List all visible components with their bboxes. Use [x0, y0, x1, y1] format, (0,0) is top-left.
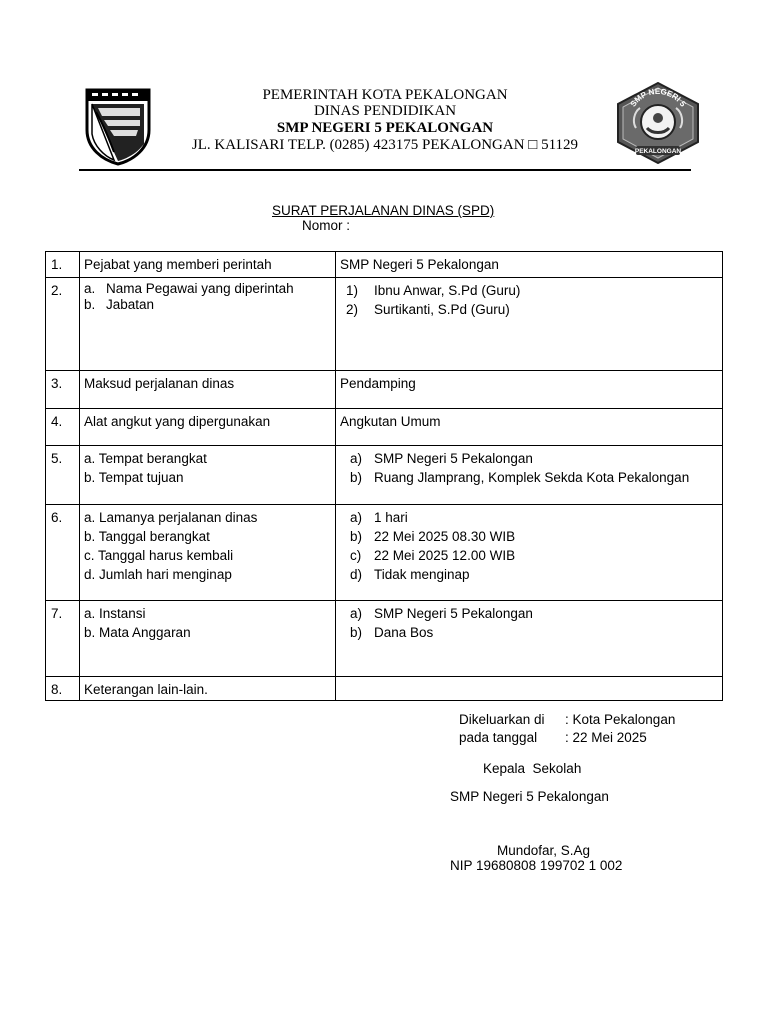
label-line: c. Tanggal harus kembali — [84, 548, 234, 563]
row-value — [336, 446, 723, 505]
row-label — [80, 278, 336, 371]
row-value: Angkutan Umum — [336, 409, 723, 446]
table-row — [46, 252, 723, 278]
row-label — [80, 601, 336, 677]
signatory-school: SMP Negeri 5 Pekalongan — [450, 789, 609, 804]
list-text: Ruang Jlamprang, Komplek Sekda Kota Pekalongan — [374, 470, 690, 485]
label-line: a. Instansi — [84, 606, 146, 621]
row-label: Keterangan lain-lain. — [80, 677, 336, 701]
spd-table — [45, 251, 723, 701]
list-marker: b. — [84, 297, 96, 312]
row-number: 5. — [46, 446, 80, 505]
table-row — [46, 677, 723, 701]
list-marker: a) — [350, 451, 363, 466]
row-value — [336, 505, 723, 601]
list-marker: b) — [350, 470, 363, 485]
list-text: 22 Mei 2025 12.00 WIB — [374, 548, 516, 563]
label-line: a. Tempat berangkat — [84, 451, 207, 466]
row-number: 7. — [46, 601, 80, 677]
row-number: 1. — [46, 252, 80, 278]
table-row — [46, 278, 723, 371]
row-label: Maksud perjalanan dinas — [80, 371, 336, 409]
city-crest-icon — [84, 86, 152, 166]
list-marker: 1) — [346, 283, 359, 298]
table-row — [46, 505, 723, 601]
list-item — [340, 604, 718, 623]
list-item — [340, 527, 718, 546]
row-number: 3. — [46, 371, 80, 409]
list-item — [340, 300, 718, 319]
letterhead-address: JL. KALISARI TELP. (0285) 423175 PEKALONGAN □ 51129 — [191, 137, 579, 153]
list-text: Tidak menginap — [374, 567, 470, 582]
issued-date-label: pada tanggal — [459, 730, 538, 745]
row-value — [336, 677, 723, 701]
list-item — [340, 449, 718, 468]
list-text: 22 Mei 2025 08.30 WIB — [374, 529, 516, 544]
table-row — [46, 446, 723, 505]
issued-place-value: : Kota Pekalongan — [565, 712, 676, 727]
list-marker: d) — [350, 567, 363, 582]
row-number: 4. — [46, 409, 80, 446]
document-number: Nomor : — [302, 218, 351, 233]
row-label: Alat angkut yang dipergunakan — [80, 409, 336, 446]
list-text: 1 hari — [374, 510, 408, 525]
emblem-bottom-text: PEKALONGAN — [634, 148, 682, 155]
table-row — [46, 371, 723, 409]
signatory-nip: NIP 19680808 199702 1 002 — [450, 858, 623, 873]
list-marker: 2) — [346, 302, 359, 317]
emblem-top-text: SMP NEGERI 5 — [628, 86, 688, 109]
issued-place-label: Dikeluarkan di — [459, 712, 545, 727]
row-value: Pendamping — [336, 371, 723, 409]
row-number: 8. — [46, 677, 80, 701]
label-line: d. Jumlah hari menginap — [84, 567, 232, 582]
letterhead-department: DINAS PENDIDIKAN — [313, 103, 457, 119]
row-value — [336, 601, 723, 677]
label-line: a. Lamanya perjalanan dinas — [84, 510, 258, 525]
row-value: SMP Negeri 5 Pekalongan — [336, 252, 723, 278]
list-item — [84, 281, 331, 297]
table-row — [46, 409, 723, 446]
signatory-position: Kepala Sekolah — [483, 761, 582, 776]
list-item — [340, 281, 718, 300]
row-number: 2. — [46, 278, 80, 371]
list-marker: a) — [350, 510, 363, 525]
row-value — [336, 278, 723, 371]
list-item — [84, 297, 331, 313]
letterhead-government: PEMERINTAH KOTA PEKALONGAN — [262, 87, 508, 103]
signatory-name: Mundofar, S.Ag — [497, 843, 591, 858]
label-line: b. Tempat tujuan — [84, 470, 184, 485]
list-marker: a) — [350, 606, 363, 621]
list-item — [340, 565, 718, 584]
school-emblem-icon — [614, 82, 702, 164]
list-marker: b) — [350, 529, 363, 544]
row-label — [80, 505, 336, 601]
list-marker: a. — [84, 281, 96, 296]
list-item — [340, 546, 718, 565]
row-number: 6. — [46, 505, 80, 601]
list-text: SMP Negeri 5 Pekalongan — [374, 606, 533, 621]
list-marker: b) — [350, 625, 363, 640]
list-item — [340, 508, 718, 527]
label-line: b. Mata Anggaran — [84, 625, 191, 640]
list-text: Surtikanti, S.Pd (Guru) — [374, 302, 510, 317]
table-row — [46, 601, 723, 677]
letterhead-divider — [79, 169, 691, 171]
list-item — [340, 623, 718, 642]
list-text: Dana Bos — [374, 625, 434, 640]
issued-date-value: : 22 Mei 2025 — [565, 730, 647, 745]
list-text: Ibnu Anwar, S.Pd (Guru) — [374, 283, 521, 298]
list-item — [340, 468, 718, 487]
list-text: SMP Negeri 5 Pekalongan — [374, 451, 533, 466]
list-text: Jabatan — [106, 297, 155, 312]
row-label — [80, 446, 336, 505]
row-label: Pejabat yang memberi perintah — [80, 252, 336, 278]
label-line: b. Tanggal berangkat — [84, 529, 210, 544]
list-text: Nama Pegawai yang diperintah — [106, 281, 294, 296]
list-marker: c) — [350, 548, 362, 563]
document-title: SURAT PERJALANAN DINAS (SPD) — [272, 203, 495, 218]
letterhead-school-name: SMP NEGERI 5 PEKALONGAN — [276, 120, 494, 136]
